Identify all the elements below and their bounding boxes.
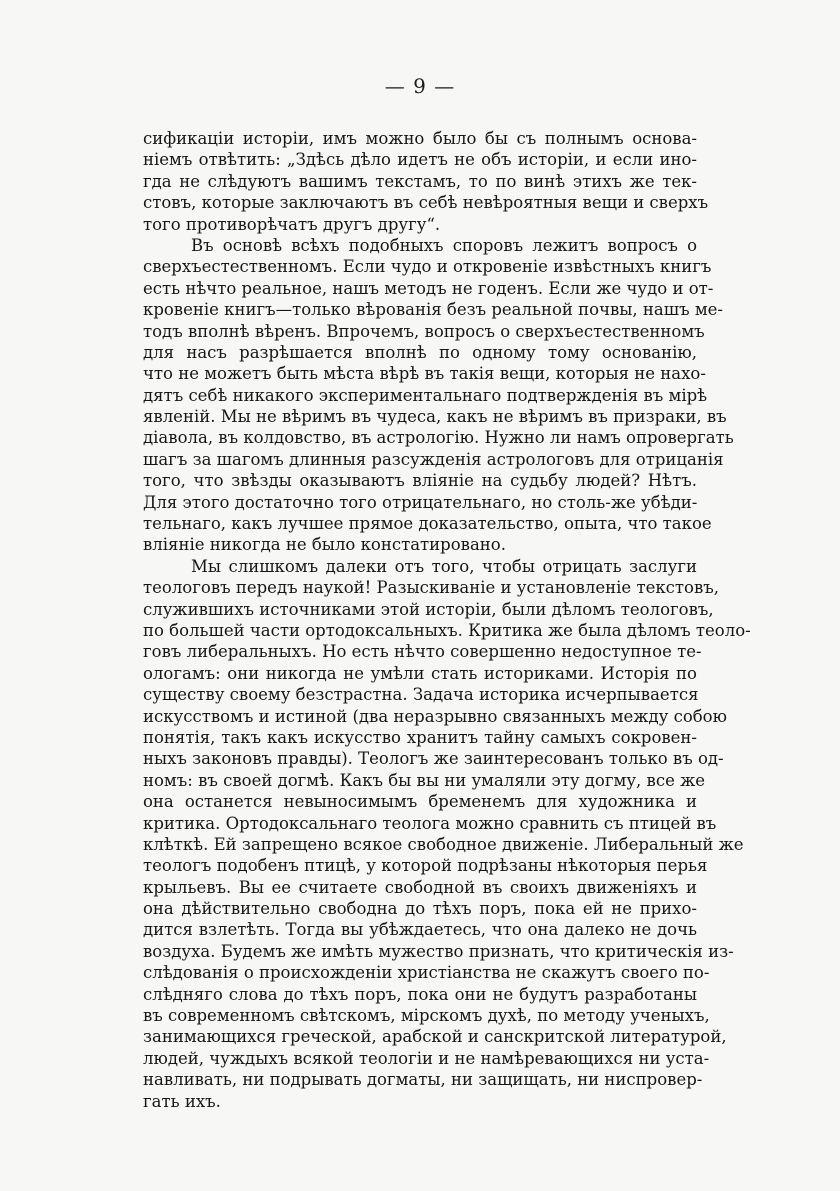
text-line: клѣткѣ. Ей запрещено всякое свободное движенiе. Либеральный же — [143, 834, 744, 854]
text-line: она дѣйствительно свободна до тѣхъ поръ, пока ей не прихо- — [143, 899, 697, 919]
text-line: тодъ вполнѣ вѣренъ. Впрочемъ, вопросъ о сверхъестественномъ — [143, 321, 705, 341]
text-line: для насъ разрѣшается вполнѣ по одному тому основанiю, — [143, 342, 697, 362]
text-line: Для этого достаточно того отрицательнаго, но столь-же убѣди- — [143, 492, 698, 512]
body-text — [143, 128, 751, 1112]
text-line: теологъ подобенъ птицѣ, у которой подрѣзаны нѣкоторыя перья — [143, 856, 708, 876]
text-line: гда не слѣдуютъ вашимъ текстамъ, то по винѣ этихъ же тек- — [143, 171, 697, 191]
text-line: кровенiе книгъ—только вѣрованiя безъ реальной почвы, нашъ ме- — [143, 300, 723, 320]
text-line: слѣдованiя о происхожденiи христiанства не скажутъ своего по- — [143, 963, 710, 983]
text-line: Въ основѣ всѣхъ подобныхъ споровъ лежитъ вопросъ о — [191, 235, 697, 255]
text-line: служившихъ источниками этой исторiи, были дѣломъ теологовъ, — [143, 599, 714, 619]
text-line: людей, чуждыхъ всякой теологiи и не намѣревающихся ни уста- — [143, 1048, 710, 1068]
text-line: слѣдняго слова до тѣхъ поръ, пока они не будутъ разработаны — [143, 984, 697, 1004]
text-line: искусствомъ и истиной (два неразрывно связанныхъ между собою — [143, 706, 727, 726]
text-line: крыльевъ. Вы ее считаете свободной въ своихъ движенiяхъ и — [143, 877, 697, 897]
text-line: явленiй. Мы не вѣримъ въ чудеса, какъ не вѣримъ въ призраки, въ — [143, 407, 727, 427]
text-line: занимающихся греческой, арабской и санскритской литературой, — [143, 1027, 727, 1047]
text-line: ологамъ: они никогда не умѣли стать историками. Исторiя по — [143, 663, 697, 683]
text-line: гать ихъ. — [143, 1091, 221, 1111]
text-line: по большей части ортодоксальныхъ. Критика же была дѣломъ теоло- — [143, 620, 751, 640]
text-line: существу своему безстрастна. Задача историка исчерпывается — [143, 685, 699, 705]
text-line: сификацiи исторiи, имъ можно было бы съ полнымъ основа- — [143, 129, 697, 148]
paragraph — [143, 235, 734, 556]
text-line: Мы слишкомъ далеки отъ того, чтобы отрицать заслуги — [191, 556, 697, 576]
text-line: сверхъестественномъ. Если чудо и откровенiе извѣстныхъ книгъ — [143, 257, 712, 277]
text-line: стовъ, которые заключаютъ въ себѣ невѣроятныя вещи и сверхъ — [143, 193, 709, 213]
text-line: понятiя, такъ какъ искусство хранитъ тайну самыхъ сокровен- — [143, 727, 697, 747]
text-line: номъ: въ своей догмѣ. Какъ бы вы ни умаляли эту догму, все же — [143, 770, 706, 790]
text-line: шагъ за шагомъ длинныя разсужденiя астрологовъ для отрицанiя — [143, 449, 724, 469]
text-line: того противорѣчатъ другъ другу“. — [143, 214, 441, 234]
text-line: она останется невыносимымъ бременемъ для художника и — [143, 792, 697, 812]
text-line: что не можетъ быть мѣста вѣрѣ въ такiя вещи, которыя не нахо- — [143, 364, 706, 384]
text-line: тельнаго, какъ лучшее прямое доказательство, опыта, что такое — [143, 514, 712, 534]
text-line: дится взлетѣть. Тогда вы убѣждаетесь, что она далеко не дочь — [143, 920, 697, 940]
text-line: критика. Ортодоксальнаго теолога можно сравнить съ птицей въ — [143, 813, 717, 833]
text-line: навливать, ни подрывать догматы, ни защищать, ни ниспровер- — [143, 1070, 703, 1090]
text-line: ныхъ законовъ правды). Теологъ же заинтересованъ только въ од- — [143, 749, 724, 769]
text-line: того, что звѣзды оказываютъ влiянiе на судьбу людей? Нѣтъ. — [143, 471, 697, 491]
paragraph — [143, 556, 751, 1112]
text-line: есть нѣчто реальное, нашъ методъ не годенъ. Если же чудо и от- — [143, 278, 714, 298]
text-line: говъ либеральныхъ. Но есть нѣчто совершенно недоступное те- — [143, 642, 702, 662]
text-line: воздуха. Будемъ же имѣть мужество признать, что критическiя из- — [143, 941, 734, 961]
text-line: теологовъ передъ наукой! Разыскиванiе и установленiе текстовъ, — [143, 578, 719, 598]
paragraph — [143, 128, 709, 235]
text-line: влiянiе никогда не было констатировано. — [143, 535, 506, 555]
text-line: дятъ себѣ никакого экспериментальнаго подтвержденiя въ мiрѣ — [143, 385, 708, 405]
text-line: нiемъ отвѣтить: „Здѣсь дѣло идетъ не объ исторiи, и если ино- — [143, 150, 697, 170]
text-line: дiавола, въ колдовство, въ астрологiю. Нужно ли намъ опровергать — [143, 428, 734, 448]
text-line: въ современномъ свѣтскомъ, мiрскомъ духѣ, по методу ученыхъ, — [143, 1006, 710, 1026]
page-number: — 9 — — [384, 74, 456, 98]
